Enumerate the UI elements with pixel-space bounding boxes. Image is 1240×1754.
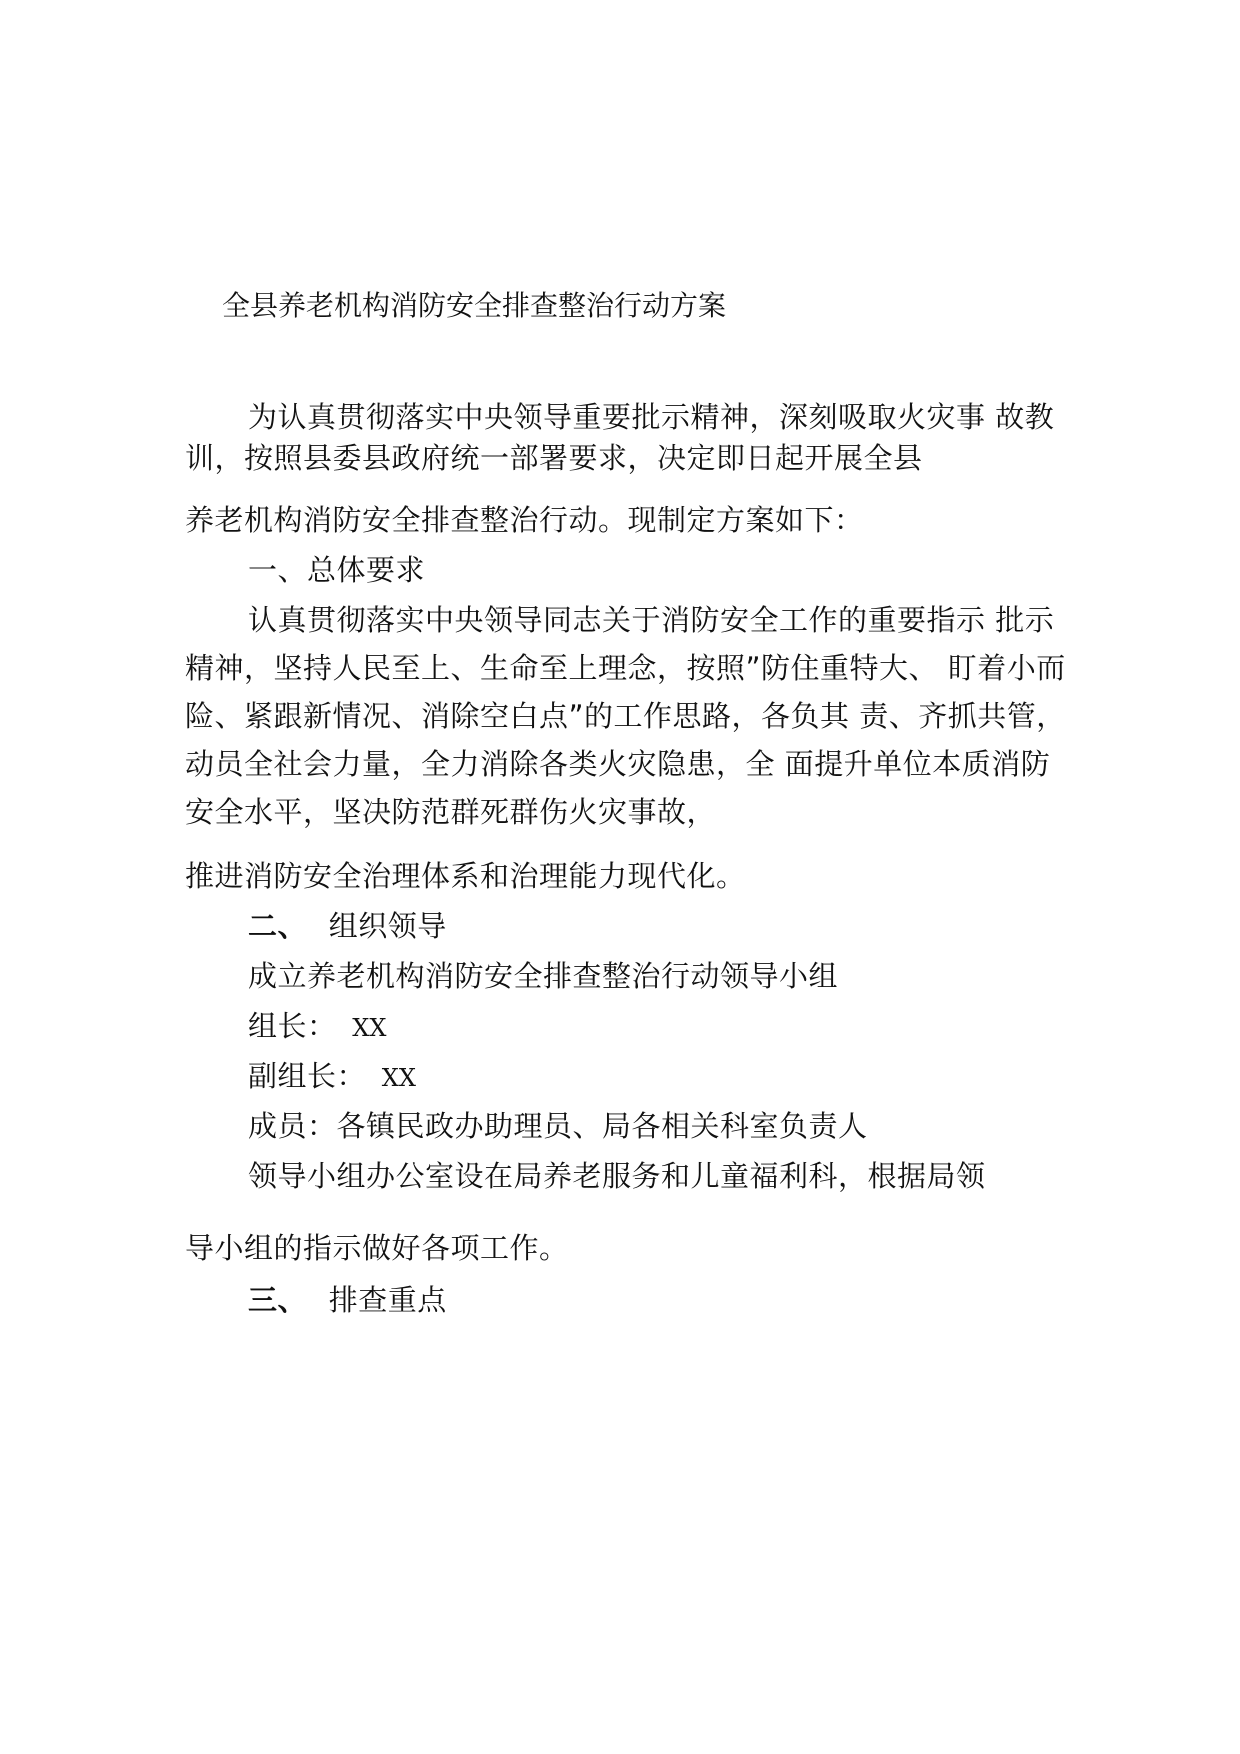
leader-value: XX — [352, 1014, 387, 1042]
section-1-heading: 一、总体要求 — [248, 553, 426, 587]
section-1-line-5: 安全水平，坚决防范群死群伤火灾事故， — [185, 795, 717, 829]
section-1-line-1: 认真贯彻落实中央领导同志关于消防安全工作的重要指示 批示 — [248, 603, 1055, 637]
section-2-number: 二、 — [248, 909, 308, 943]
section-3-title: 排查重点 — [328, 1283, 447, 1317]
section-3-number: 三、 — [248, 1283, 308, 1317]
section-1-line-2: 精神，坚持人民至上、生命至上理念，按照”防住重特大、 盯着小而 — [185, 651, 1066, 685]
document-title: 全县养老机构消防安全排查整治行动方案 — [222, 289, 727, 322]
section-2-line-1: 成立养老机构消防安全排查整治行动领导小组 — [248, 959, 839, 993]
section-1-line-3: 险、紧跟新情况、消除空白点”的工作思路，各负其 责、齐抓共管， — [185, 699, 1066, 733]
office-line-2: 导小组的指示做好各项工作。 — [185, 1231, 569, 1265]
deputy-leader-label: 副组长： — [248, 1059, 367, 1093]
deputy-leader-value: XX — [381, 1064, 416, 1092]
section-3-heading — [248, 1280, 447, 1320]
section-2-title: 组织领导 — [328, 909, 447, 943]
intro-line-1: 为认真贯彻落实中央领导重要批示精神，深刻吸取火灾事 故教 — [248, 400, 1055, 434]
deputy-leader-row — [248, 1056, 416, 1098]
intro-line-3: 养老机构消防安全排查整治行动。现制定方案如下： — [185, 503, 864, 537]
section-1-line-6: 推进消防安全治理体系和治理能力现代化。 — [185, 859, 746, 893]
members-row: 成员：各镇民政办助理员、局各相关科室负责人 — [248, 1109, 868, 1143]
intro-line-2: 训，按照县委县政府统一部署要求，决定即日起开展全县 — [185, 441, 923, 475]
leader-row — [248, 1006, 386, 1048]
leader-label: 组长： — [248, 1009, 337, 1043]
section-1-line-4: 动员全社会力量，全力消除各类火灾隐患，全 面提升单位本质消防 — [185, 747, 1051, 781]
office-line-1: 领导小组办公室设在局养老服务和儿童福利科，根据局领 — [248, 1159, 986, 1193]
section-2-heading — [248, 906, 447, 946]
